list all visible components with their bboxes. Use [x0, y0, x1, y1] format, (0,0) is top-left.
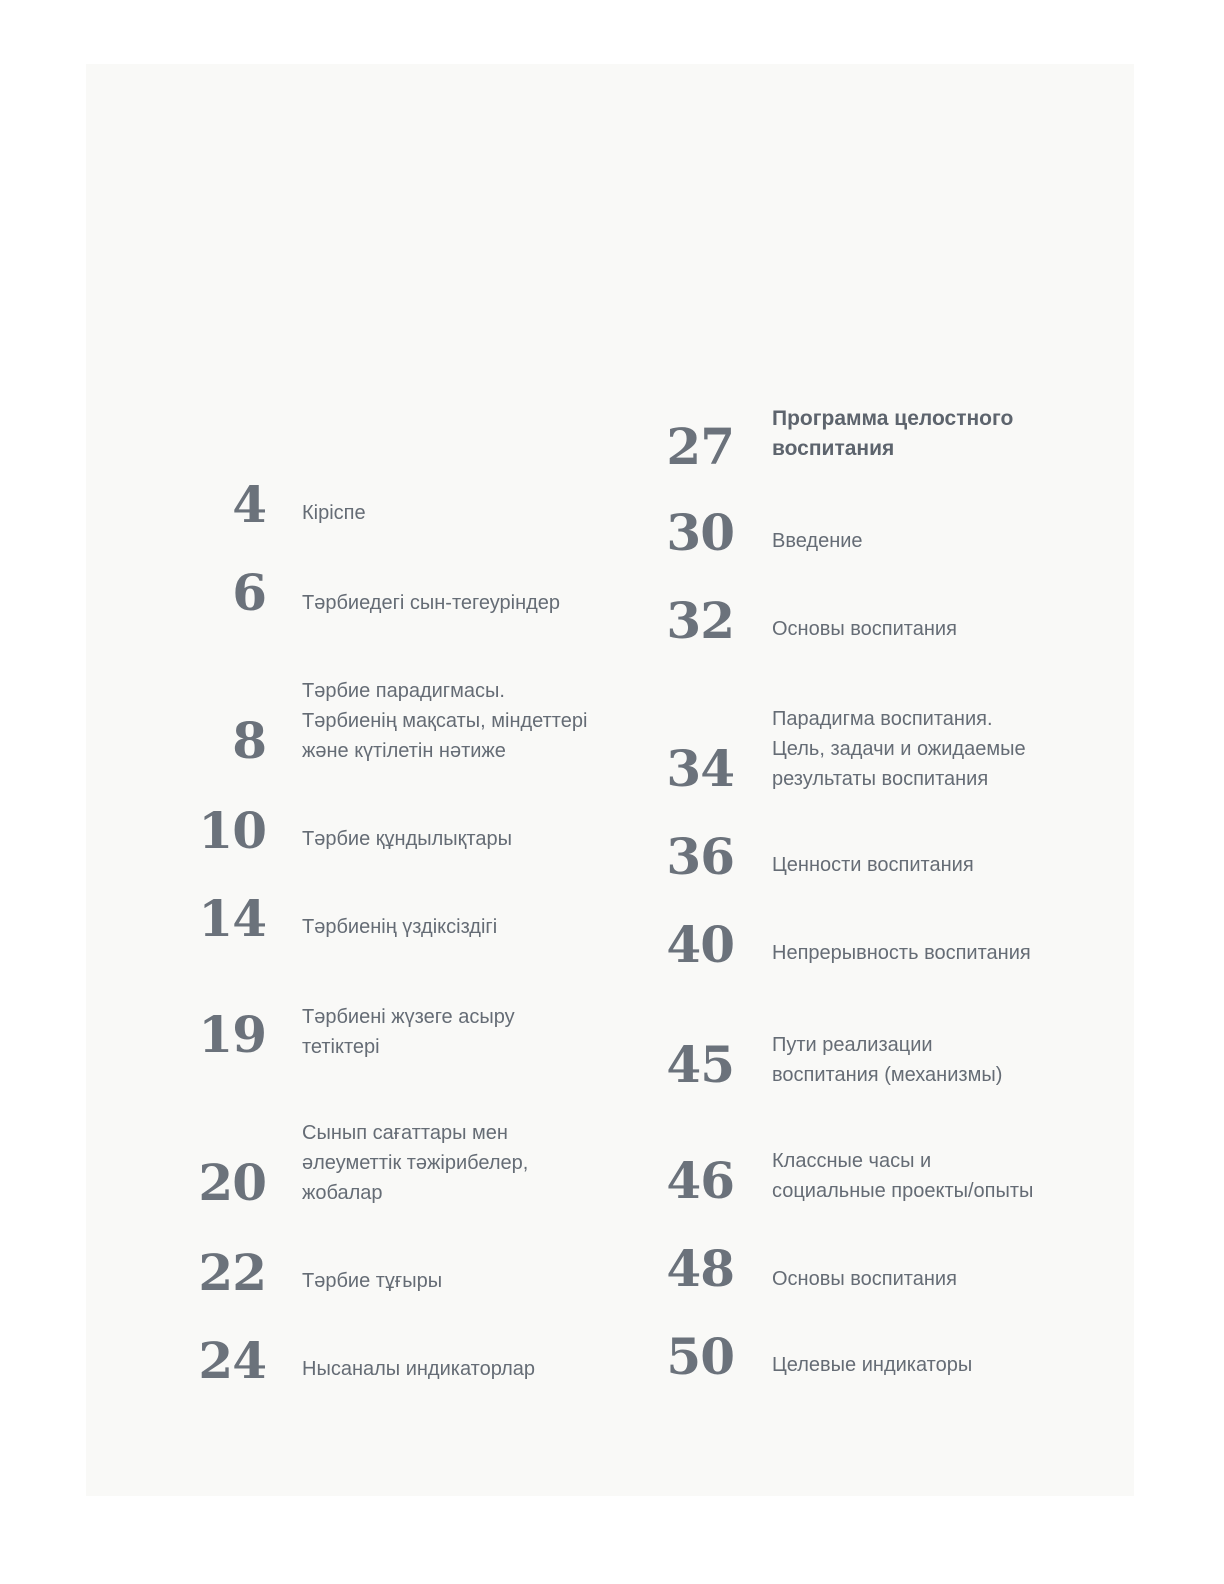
page-number: 32: [666, 591, 734, 650]
page-number: 6: [232, 563, 266, 622]
entry-title: Кіріспе: [302, 502, 366, 524]
page-number: 8: [232, 711, 266, 770]
page-number: 46: [666, 1151, 734, 1210]
page-number: 22: [198, 1243, 266, 1302]
page-number: 30: [666, 503, 734, 562]
page-number: 36: [666, 827, 734, 886]
entry-title: Тәрбие парадигмасы. Тәрбиенің мақсаты, міндеттері және күтілетін нәтиже: [302, 680, 588, 762]
page-number: 10: [198, 801, 266, 860]
toc-entry[interactable]: [166, 563, 626, 688]
toc-entry[interactable]: [166, 889, 626, 1014]
entry-title: Ценности воспитания: [772, 854, 974, 876]
page-number: 27: [666, 417, 734, 476]
toc-entry[interactable]: [634, 704, 1094, 824]
page-number: 19: [198, 1005, 266, 1064]
page-number: 34: [666, 739, 734, 798]
entry-title: Классные часы и социальные проекты/опыты: [772, 1150, 1034, 1202]
page-number: 20: [198, 1153, 266, 1212]
toc-entry[interactable]: [634, 1327, 1094, 1452]
page-number: 14: [198, 889, 266, 948]
toc-entry[interactable]: [166, 676, 626, 796]
page-number: 45: [666, 1035, 734, 1094]
entry-title: Программа целостного воспитания: [772, 407, 1014, 460]
page-number: 40: [666, 915, 734, 974]
page-number: 50: [666, 1327, 734, 1386]
entry-title: Тәрбиені жүзеге асыру тетіктері: [302, 1006, 515, 1058]
page-number: 4: [232, 475, 266, 534]
entry-title: Тәрбиенің үздіксіздігі: [302, 916, 498, 938]
toc-entry[interactable]: [634, 591, 1094, 716]
entry-title: Тәрбие тұғыры: [302, 1270, 443, 1292]
entry-title: Непрерывность воспитания: [772, 942, 1031, 964]
page-number: 24: [198, 1331, 266, 1390]
toc-entry[interactable]: [166, 1002, 626, 1122]
entry-title: Сынып сағаттары мен әлеуметтік тәжірибелер, жобалар: [302, 1122, 529, 1204]
page-number: 48: [666, 1239, 734, 1298]
entry-title: Основы воспитания: [772, 618, 957, 640]
entry-title: Введение: [772, 530, 863, 552]
entry-title: Тәрбиедегі сын-тегеуріндер: [302, 592, 561, 614]
entry-title: Тәрбие құндылықтары: [302, 828, 512, 850]
toc-entry[interactable]: [166, 1118, 626, 1238]
entry-title: Парадигма воспитания. Цель, задачи и ожидаемые результаты воспитания: [772, 708, 1026, 790]
entry-title: Пути реализации воспитания (механизмы): [772, 1034, 1003, 1086]
entry-title: Основы воспитания: [772, 1268, 957, 1290]
toc-entry[interactable]: [166, 1331, 626, 1456]
toc-entry[interactable]: [634, 1030, 1094, 1150]
entry-title: Нысаналы индикаторлар: [302, 1358, 536, 1380]
toc-entry[interactable]: [634, 915, 1094, 1040]
entry-title: Целевые индикаторы: [772, 1354, 973, 1376]
